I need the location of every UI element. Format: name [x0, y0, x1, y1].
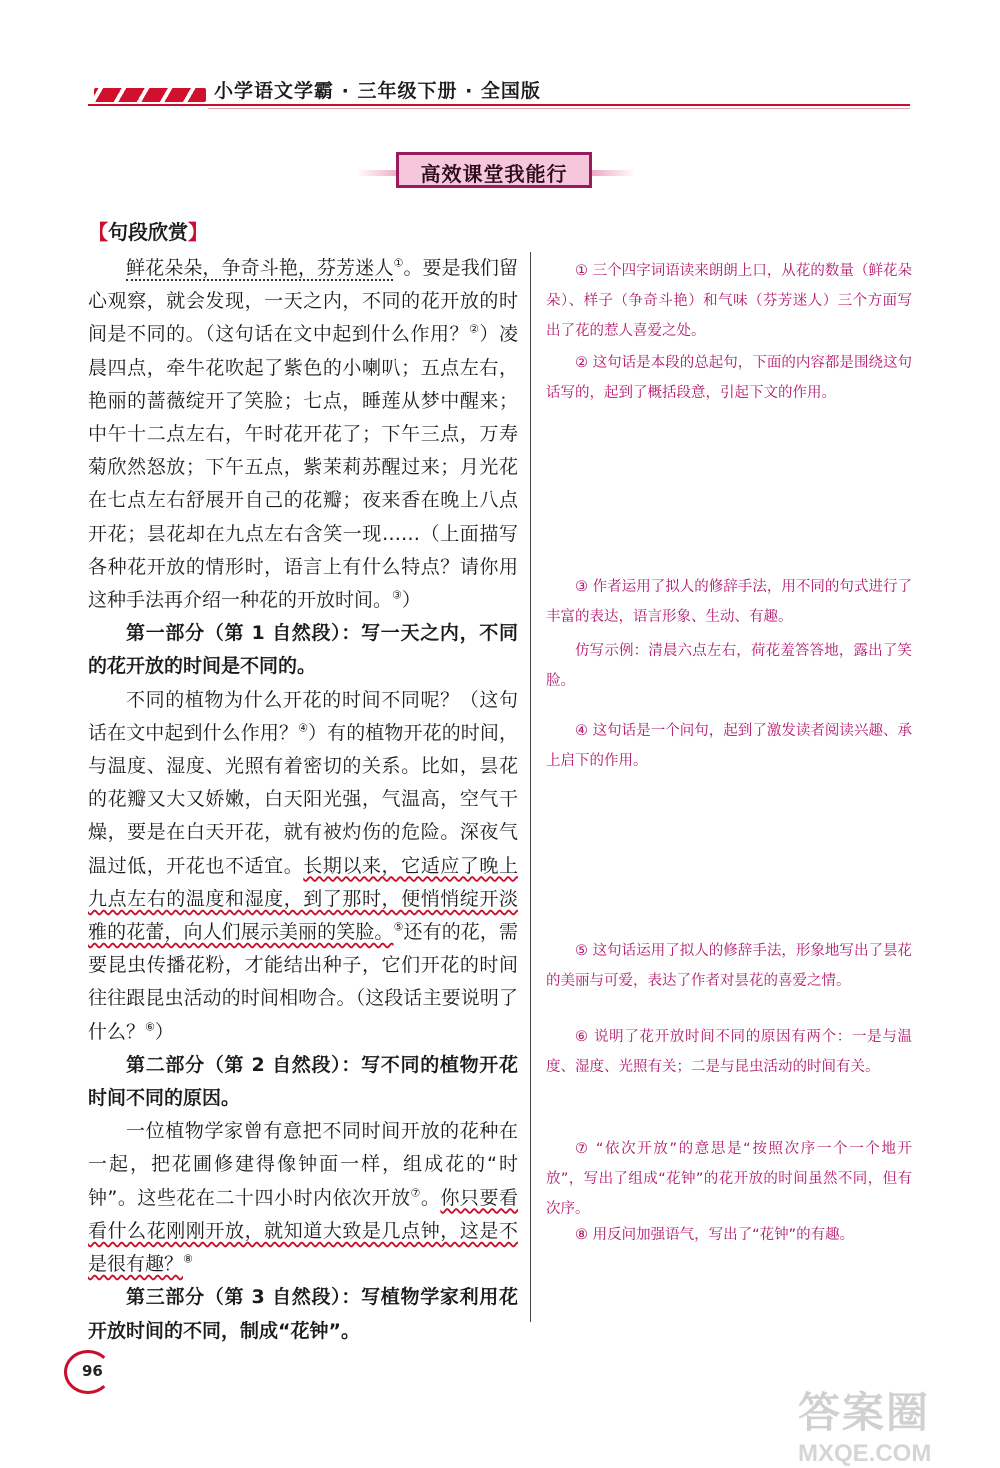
- passage-paragraph-2: [88, 684, 518, 1049]
- watermark: [798, 1380, 998, 1466]
- note-8-text: ⑧ 用反问加强语气，写出了“花钟”的有趣。: [575, 1227, 855, 1243]
- passage-column: [88, 252, 518, 1348]
- note-6-text: ⑥ 说明了花开放时间不同的原因有两个：一是与温度、湿度、光照有关；二是与昆虫活动的时间有关。: [546, 1029, 912, 1075]
- passage-paragraph-1: [88, 252, 518, 617]
- note-2: [546, 348, 912, 408]
- section-bracket-open: 【: [88, 220, 108, 244]
- p3-wavy-text: 你只要看看什么花刚刚开放，就知道大致是几点钟，这是不是很有趣？: [88, 1186, 518, 1276]
- header-rule-thin: [208, 108, 910, 109]
- part-summary-3: 第三部分（第 3 自然段）：写植物学家利用花开放时间的不同，制成“花钟”。: [88, 1286, 518, 1342]
- header-rule: [88, 104, 910, 106]
- annotation-marker-6: ⑥: [145, 1020, 155, 1034]
- note-6: [546, 1022, 912, 1082]
- book-title: 小学语文学霸 · 三年级下册 · 全国版: [214, 80, 541, 102]
- note-4-text: ④ 这句话是一个问句，起到了激发读者阅读兴趣、承上启下的作用。: [546, 723, 912, 769]
- watermark-logo-text: 答案圈: [798, 1388, 931, 1437]
- note-5-text: ⑤ 这句话运用了拟人的修辞手法，形象地写出了昙花的美丽与可爱，表达了作者对昙花的喜爱之情。: [546, 943, 912, 989]
- annotation-marker-7: ⑦: [410, 1186, 421, 1200]
- passage-paragraph-3: [88, 1115, 518, 1281]
- p3-text-1: 一位植物学家曾有意把不同时间开放的花种在一起，把花圃修建得像钟面一样，组成花的“时钟”。这些花在二十四小时内依次开放: [88, 1120, 518, 1209]
- part-summary-1: 第一部分（第 1 自然段）：写一天之内，不同的花开放的时间是不同的。: [88, 622, 518, 678]
- annotation-marker-3: ③: [392, 588, 402, 602]
- column-divider: [530, 252, 531, 1322]
- p3-text-2: 。: [420, 1186, 441, 1209]
- note-4: [546, 716, 912, 776]
- p2-text-2: ）有的植物开花的时间，与温度、湿度、光照有着密切的关系。比如，昙花的花瓣又大又娇嫩，白天阳光强，气温高，空气干燥，要是在白天开花，就有被灼伤的危险。深夜气温过低，开花也不适宜。: [88, 721, 518, 877]
- p1-text-4: ）: [401, 589, 421, 612]
- annotation-marker-2: ②: [469, 323, 480, 337]
- annotation-marker-4: ④: [298, 721, 309, 735]
- header-stripes: [94, 88, 206, 102]
- banner-title: 高效课堂我能行: [420, 162, 568, 186]
- p1-text-3: ）凌晨四点，牵牛花吹起了紫色的小喇叭；五点左右，艳丽的蔷薇绽开了笑脸；七点，睡莲从梦中醒来；中午十二点左右，午时花开花了；下午三点，万寿菊欣然怒放；下午五点，紫茉莉苏醒过来；月光花在七点左右舒展开自己的花瓣；夜来香在晚上八点开花；昙花却在九点左右含笑一现……（上面描写各种花开放的情形时，语言上有什么特点？请你用这种手法再介绍一种花的开放时间。: [88, 323, 518, 612]
- banner-box: [396, 152, 592, 188]
- note-7: [546, 1134, 912, 1224]
- part-summary-2: 第二部分（第 2 自然段）：写不同的植物开花时间不同的原因。: [88, 1053, 518, 1110]
- section-title: 句段欣赏: [108, 220, 188, 244]
- p2-text-1: 不同的植物为什么开花的时间不同呢？（这句话在文中起到什么作用？: [88, 688, 518, 744]
- note-8: [546, 1220, 912, 1250]
- annotation-marker-1: ①: [393, 256, 404, 270]
- p2-text-3: 还有的花，需要昆虫传播花粉，才能结出种子，它们开花的时间往往跟昆虫活动的时间相吻合。（这段话主要说明了什么？: [88, 921, 518, 1043]
- section-bracket-close: 】: [188, 220, 208, 244]
- section-banner: [356, 150, 636, 196]
- p2-text-4: ）: [154, 1020, 174, 1043]
- p2-wavy-text: 长期以来，它适应了晚上九点左右的温度和湿度，到了那时，便悄悄绽开淡雅的花蕾，向人们展示美丽的笑脸。: [88, 854, 518, 944]
- note-7-text: ⑦ “依次开放”的意思是“按照次序一个一个地开放”，写出了组成“花钟”的花开放的时间虽然不同，但有次序。: [546, 1141, 912, 1217]
- note-3-text: ③ 作者运用了拟人的修辞手法，用不同的句式进行了丰富的表达，语言形象、生动、有趣。: [546, 579, 912, 625]
- note-3-example-text: 仿写示例：清晨六点左右，荷花羞答答地，露出了笑脸。: [546, 643, 912, 689]
- p1-text-2: 。要是我们留心观察，就会发现，一天之内，不同的花开放的时间是不同的。（这句话在文中起到什么作用？: [88, 257, 518, 346]
- note-2-text: ② 这句话是本段的总起句，下面的内容都是围绕这句话写的，起到了概括段意，引起下文的作用。: [546, 355, 912, 401]
- section-label: [88, 216, 208, 245]
- annotation-marker-8: ⑧: [183, 1252, 193, 1266]
- p1-text-1: 鲜花朵朵，争奇斗艳，芬芳迷人: [126, 257, 394, 279]
- note-3-example: [546, 636, 912, 696]
- page-header: [88, 70, 910, 110]
- note-5: [546, 936, 912, 996]
- page-number: 96: [82, 1362, 103, 1380]
- note-3: [546, 572, 912, 632]
- page-number-badge: [64, 1350, 118, 1394]
- watermark-url: MXQE.COM: [798, 1440, 932, 1467]
- note-1-text: ① 三个四字词语读来朗朗上口，从花的数量（鲜花朵朵）、样子（争奇斗艳）和气味（芬芳迷人）三个方面写出了花的惹人喜爱之处。: [546, 263, 912, 339]
- annotation-marker-5: ⑤: [393, 920, 404, 934]
- note-1: [546, 256, 912, 346]
